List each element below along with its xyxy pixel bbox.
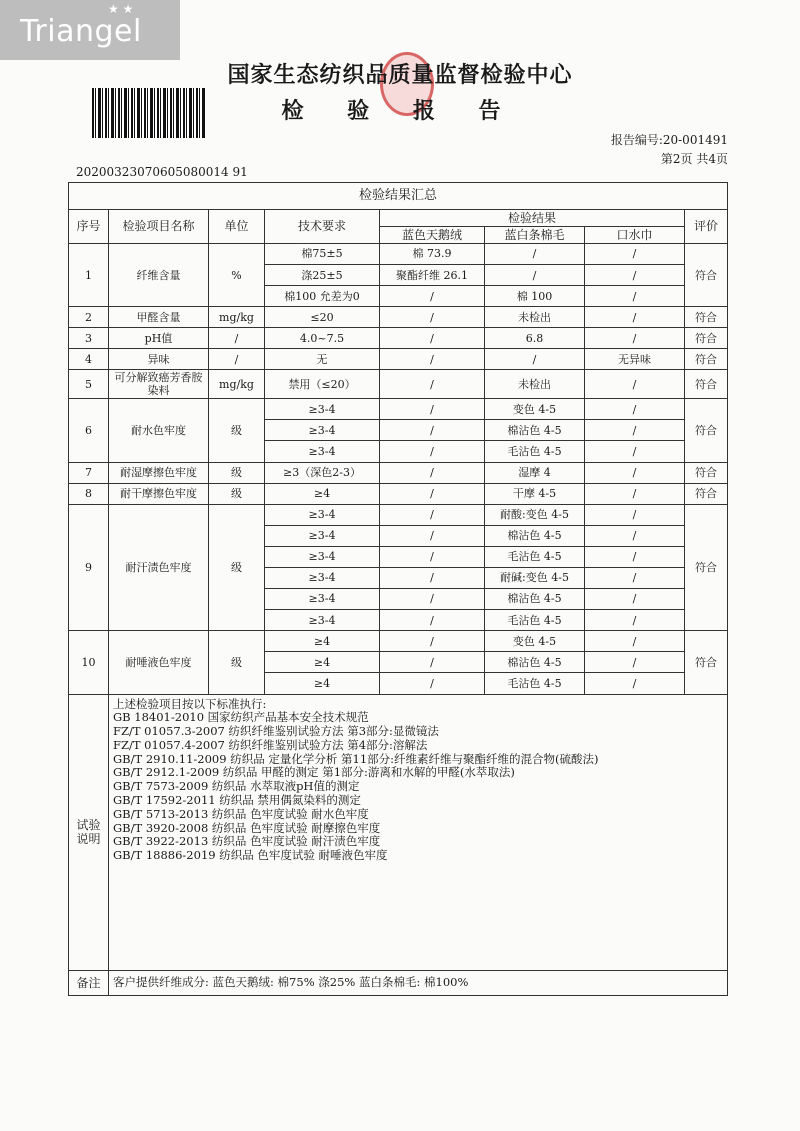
row-result-1: / xyxy=(380,441,485,462)
row-requirement: 4.0~7.5 xyxy=(265,328,380,349)
row-result-2: 6.8 xyxy=(485,328,585,349)
header-evaluation: 评价 xyxy=(685,210,728,244)
row-result-3: / xyxy=(585,420,685,441)
page-subtitle: 检 验 报 告 xyxy=(281,98,519,124)
row-result-1: / xyxy=(380,483,485,504)
note-line: FZ/T 01057.4-2007 纺织纤维鉴别试验方法 第4部分:溶解法 xyxy=(113,737,428,752)
row-number: 4 xyxy=(69,349,109,370)
row-unit: 级 xyxy=(209,483,265,504)
row-requirement: ≥4 xyxy=(265,673,380,694)
row-evaluation: 符合 xyxy=(685,370,728,399)
row-result-3: / xyxy=(585,370,685,399)
note-line: GB 18401-2010 国家纺织产品基本安全技术规范 xyxy=(113,710,369,725)
row-evaluation: 符合 xyxy=(685,349,728,370)
row-result-1: / xyxy=(380,307,485,328)
row-item-name: 纤维含量 xyxy=(109,244,209,307)
row-number: 1 xyxy=(69,244,109,307)
row-result-2: 棉沾色 4-5 xyxy=(485,525,585,546)
header-sample-1: 蓝色天鹅绒 xyxy=(380,227,485,244)
row-requirement: ≥3-4 xyxy=(265,567,380,588)
row-result-3: / xyxy=(585,286,685,307)
row-result-2: 毛沾色 4-5 xyxy=(485,441,585,462)
header-results: 检验结果 xyxy=(380,210,685,227)
row-result-1: / xyxy=(380,328,485,349)
row-result-1: / xyxy=(380,631,485,652)
remark-text: 客户提供纤维成分: 蓝色天鹅绒: 棉75% 涤25% 蓝白条棉毛: 棉100% xyxy=(109,970,728,995)
row-number: 2 xyxy=(69,307,109,328)
report-number: 报告编号:20-001491 xyxy=(610,133,728,147)
row-result-3: / xyxy=(585,673,685,694)
row-evaluation: 符合 xyxy=(685,328,728,349)
row-result-1: / xyxy=(380,525,485,546)
row-requirement: 棉100 允差为0 xyxy=(265,286,380,307)
row-number: 5 xyxy=(69,370,109,399)
page-title: 国家生态纺织品质量监督检验中心 xyxy=(227,62,573,88)
row-number: 8 xyxy=(69,483,109,504)
notes-list xyxy=(109,694,728,970)
results-body xyxy=(69,244,728,695)
row-result-3: / xyxy=(585,652,685,673)
row-requirement: 禁用（≤20） xyxy=(265,370,380,399)
row-result-2: 未检出 xyxy=(485,307,585,328)
note-line: GB/T 5713-2013 纺织品 色牢度试验 耐水色牢度 xyxy=(113,806,369,821)
row-result-3: / xyxy=(585,462,685,483)
header-sample-3: 口水巾 xyxy=(585,227,685,244)
row-item-name: 可分解致癌芳香胺染料 xyxy=(109,370,209,399)
row-unit: mg/kg xyxy=(209,307,265,328)
page-info: 第2页 共4页 xyxy=(660,152,728,166)
row-result-1: / xyxy=(380,567,485,588)
row-result-1: / xyxy=(380,370,485,399)
row-requirement: ≥3（深色2-3） xyxy=(265,462,380,483)
row-result-3: / xyxy=(585,546,685,567)
header-requirement: 技术要求 xyxy=(265,210,380,244)
row-requirement: ≥3-4 xyxy=(265,504,380,525)
note-line: 上述检验项目按以下标准执行: xyxy=(113,696,267,711)
results-table xyxy=(68,182,728,996)
row-result-2: 毛沾色 4-5 xyxy=(485,673,585,694)
row-result-1: / xyxy=(380,349,485,370)
row-number: 10 xyxy=(69,631,109,694)
row-requirement: ≥3-4 xyxy=(265,589,380,610)
table-row xyxy=(69,370,728,399)
row-result-1: / xyxy=(380,286,485,307)
row-result-2: 毛沾色 4-5 xyxy=(485,610,585,631)
row-result-2: 变色 4-5 xyxy=(485,631,585,652)
row-result-1: / xyxy=(380,589,485,610)
row-result-1: / xyxy=(380,673,485,694)
remark-label: 备注 xyxy=(69,970,109,995)
note-line: GB/T 17592-2011 纺织品 禁用偶氮染料的测定 xyxy=(113,793,361,808)
row-result-2: / xyxy=(485,244,585,265)
row-unit: 级 xyxy=(209,631,265,694)
row-result-3: / xyxy=(585,525,685,546)
row-result-1: / xyxy=(380,610,485,631)
row-result-1: 棉 73.9 xyxy=(380,244,485,265)
row-item-name: 耐干摩擦色牢度 xyxy=(109,483,209,504)
row-result-2: 棉沾色 4-5 xyxy=(485,652,585,673)
row-result-2: 湿摩 4 xyxy=(485,462,585,483)
row-number: 9 xyxy=(69,504,109,630)
row-result-2: / xyxy=(485,265,585,286)
row-result-3: / xyxy=(585,328,685,349)
row-result-2: 棉沾色 4-5 xyxy=(485,589,585,610)
row-result-2: 棉沾色 4-5 xyxy=(485,420,585,441)
row-item-name: 耐唾液色牢度 xyxy=(109,631,209,694)
note-line: FZ/T 01057.3-2007 纺织纤维鉴别试验方法 第3部分:显微镜法 xyxy=(113,724,439,739)
row-result-3: / xyxy=(585,610,685,631)
row-unit: 级 xyxy=(209,399,265,462)
table-row xyxy=(69,631,728,652)
row-item-name: pH值 xyxy=(109,328,209,349)
note-line: GB/T 3922-2013 纺织品 色牢度试验 耐汗渍色牢度 xyxy=(113,834,381,849)
row-requirement: ≥3-4 xyxy=(265,441,380,462)
row-result-3: / xyxy=(585,589,685,610)
row-result-1: 聚酯纤维 26.1 xyxy=(380,265,485,286)
row-result-2: 毛沾色 4-5 xyxy=(485,546,585,567)
row-result-2: 耐酸:变色 4-5 xyxy=(485,504,585,525)
row-requirement: ≥4 xyxy=(265,652,380,673)
row-result-3: / xyxy=(585,567,685,588)
row-result-3: / xyxy=(585,265,685,286)
row-result-1: / xyxy=(380,462,485,483)
note-line: GB/T 2912.1-2009 纺织品 甲醛的测定 第1部分:游离和水解的甲醛(水萃取法) xyxy=(113,765,515,780)
row-requirement: 涤25±5 xyxy=(265,265,380,286)
row-requirement: ≥3-4 xyxy=(265,420,380,441)
row-result-3: 无异味 xyxy=(585,349,685,370)
table-row xyxy=(69,483,728,504)
table-row xyxy=(69,244,728,265)
row-evaluation: 符合 xyxy=(685,631,728,694)
row-result-1: / xyxy=(380,420,485,441)
row-evaluation: 符合 xyxy=(685,504,728,630)
row-requirement: ≤20 xyxy=(265,307,380,328)
note-line: GB/T 3920-2008 纺织品 色牢度试验 耐摩擦色牢度 xyxy=(113,820,381,835)
row-result-2: 棉 100 xyxy=(485,286,585,307)
row-item-name: 耐湿摩擦色牢度 xyxy=(109,462,209,483)
row-result-2: / xyxy=(485,349,585,370)
row-evaluation: 符合 xyxy=(685,399,728,462)
row-evaluation: 符合 xyxy=(685,483,728,504)
logo-stars: ★ ★ xyxy=(108,2,134,16)
header-item: 检验项目名称 xyxy=(109,210,209,244)
row-number: 7 xyxy=(69,462,109,483)
row-unit: / xyxy=(209,349,265,370)
row-evaluation: 符合 xyxy=(685,307,728,328)
notes-label: 试验说明 xyxy=(69,694,109,970)
watermark-logo xyxy=(0,0,180,60)
row-result-2: 耐碱:变色 4-5 xyxy=(485,567,585,588)
row-unit: 级 xyxy=(209,504,265,630)
logo-text: Triangel xyxy=(20,14,142,49)
row-unit: / xyxy=(209,328,265,349)
row-result-2: 变色 4-5 xyxy=(485,399,585,420)
row-item-name: 异味 xyxy=(109,349,209,370)
row-result-3: / xyxy=(585,307,685,328)
table-row xyxy=(69,504,728,525)
row-item-name: 甲醛含量 xyxy=(109,307,209,328)
table-row xyxy=(69,462,728,483)
row-requirement: 棉75±5 xyxy=(265,244,380,265)
row-result-3: / xyxy=(585,244,685,265)
table-caption: 检验结果汇总 xyxy=(69,183,728,210)
table-row xyxy=(69,307,728,328)
note-line: GB/T 2910.11-2009 纺织品 定量化学分析 第11部分:纤维素纤维与聚酯纤维的混合物(硫酸法) xyxy=(113,751,599,766)
row-requirement: ≥4 xyxy=(265,483,380,504)
header-no: 序号 xyxy=(69,210,109,244)
table-row xyxy=(69,399,728,420)
row-result-3: / xyxy=(585,441,685,462)
row-result-1: / xyxy=(380,546,485,567)
row-result-1: / xyxy=(380,652,485,673)
row-result-1: / xyxy=(380,504,485,525)
row-requirement: ≥3-4 xyxy=(265,399,380,420)
row-result-3: / xyxy=(585,483,685,504)
row-requirement: ≥3-4 xyxy=(265,546,380,567)
row-unit: % xyxy=(209,244,265,307)
note-line: GB/T 7573-2009 纺织品 水萃取液pH值的测定 xyxy=(113,779,360,794)
document-code: 20200323070605080014 91 xyxy=(76,165,248,179)
row-result-3: / xyxy=(585,399,685,420)
row-requirement: ≥3-4 xyxy=(265,525,380,546)
row-result-2: 干摩 4-5 xyxy=(485,483,585,504)
row-number: 3 xyxy=(69,328,109,349)
row-result-1: / xyxy=(380,399,485,420)
table-row xyxy=(69,349,728,370)
row-unit: 级 xyxy=(209,462,265,483)
row-evaluation: 符合 xyxy=(685,244,728,307)
header-unit: 单位 xyxy=(209,210,265,244)
row-requirement: ≥4 xyxy=(265,631,380,652)
row-item-name: 耐汗渍色牢度 xyxy=(109,504,209,630)
row-requirement: 无 xyxy=(265,349,380,370)
row-item-name: 耐水色牢度 xyxy=(109,399,209,462)
row-result-3: / xyxy=(585,504,685,525)
table-row xyxy=(69,328,728,349)
row-evaluation: 符合 xyxy=(685,462,728,483)
row-result-2: 未检出 xyxy=(485,370,585,399)
header-sample-2: 蓝白条棉毛 xyxy=(485,227,585,244)
row-requirement: ≥3-4 xyxy=(265,610,380,631)
row-result-3: / xyxy=(585,631,685,652)
note-line: GB/T 18886-2019 纺织品 色牢度试验 耐唾液色牢度 xyxy=(113,848,388,863)
row-unit: mg/kg xyxy=(209,370,265,399)
row-number: 6 xyxy=(69,399,109,462)
